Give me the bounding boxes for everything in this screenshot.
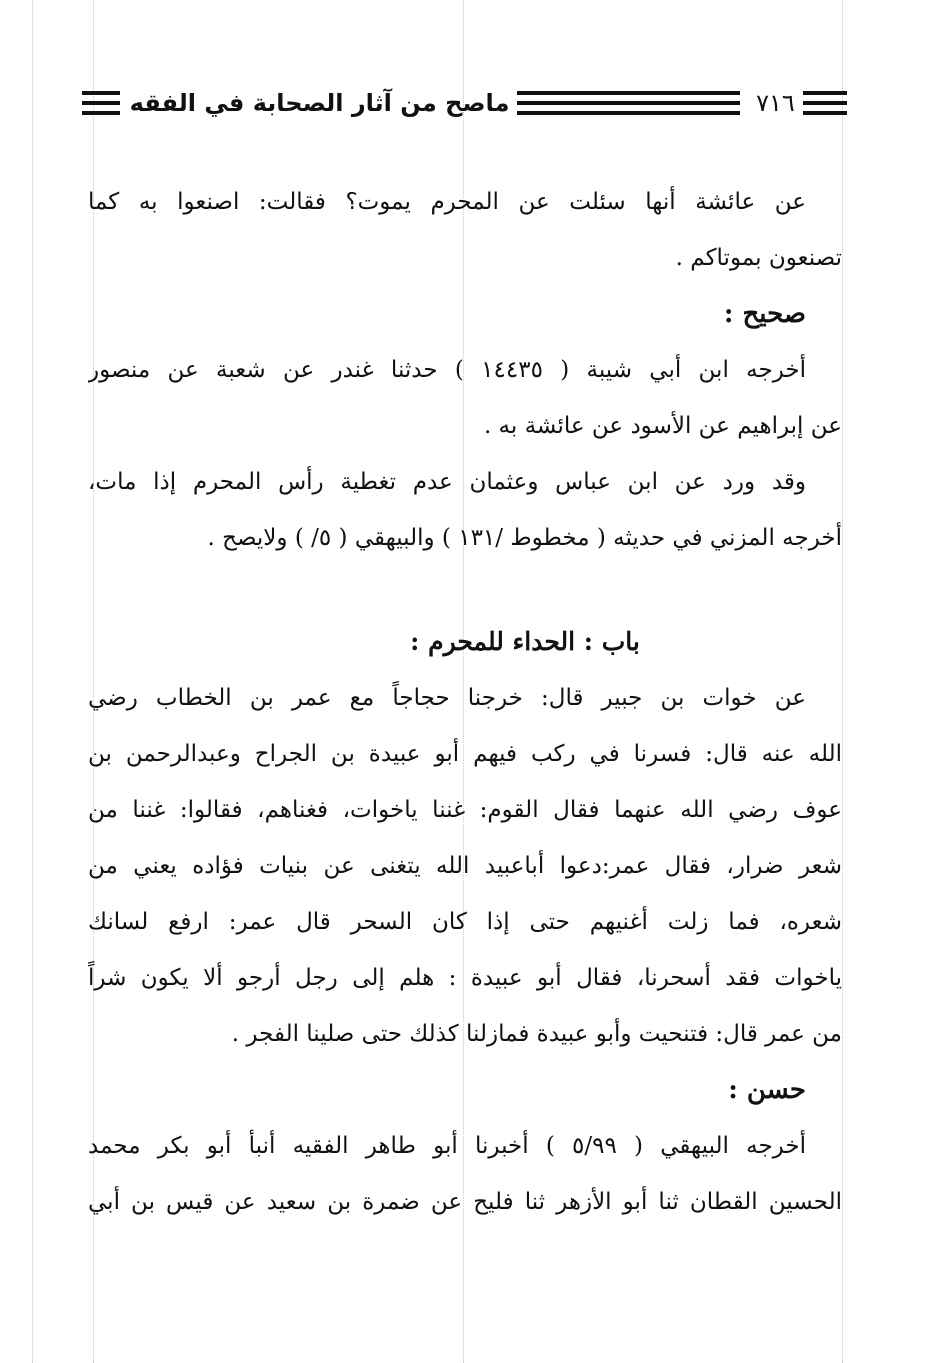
text-line: شعره، فما زلت أغنيهم حتى إذا كان السحر قال عمر: ارفع لسانك bbox=[88, 909, 842, 935]
header-rule-right bbox=[803, 91, 847, 115]
text-line: أخرجه البيهقي ( ٥/٩٩ ) أخبرنا أبو طاهر الفقيه أنبأ أبو بكر محمد bbox=[88, 1133, 806, 1159]
text-line: عن خوات بن جبير قال: خرجنا حجاجاً مع عمر بن الخطاب رضي bbox=[88, 685, 806, 711]
page-body bbox=[88, 174, 842, 1230]
text-line: عن إبراهيم عن الأسود عن عائشة به . bbox=[483, 413, 842, 439]
text-line: أخرجه المزني في حديثه ( مخطوط /١٣١ ) والبيهقي ( ٥/ ) ولايصح . bbox=[207, 525, 842, 551]
section-heading: باب : الحداء للمحرم : bbox=[410, 627, 640, 656]
text-line: تصنعون بموتاكم . bbox=[675, 245, 842, 271]
text-line: من عمر قال: فتنحيت وأبو عبيدة فمازلنا كذلك حتى صلينا الفجر . bbox=[231, 1021, 842, 1047]
text-line: أخرجه ابن أبي شيبة ( ١٤٤٣٥ ) حدثنا غندر عن شعبة عن منصور bbox=[88, 357, 806, 383]
grade-label: حسن : bbox=[728, 1075, 806, 1105]
text-line: شعر ضرار، فقال عمر:دعوا أباعبيد الله يتغنى عن بنيات فؤاده يعني من bbox=[88, 853, 842, 879]
section-gap bbox=[88, 566, 842, 614]
text-line: عن عائشة أنها سئلت عن المحرم يموت؟ فقالت: اصنعوا به كما bbox=[88, 189, 806, 215]
text-line: وقد ورد عن ابن عباس وعثمان عدم تغطية رأس المحرم إذا مات، bbox=[88, 469, 806, 495]
page-header bbox=[82, 84, 847, 122]
header-rule-middle bbox=[517, 91, 740, 115]
text-line: الحسين القطان ثنا أبو الأزهر ثنا فليح عن ضمرة بن سعيد عن قيس بن أبي bbox=[88, 1189, 842, 1215]
margin-guide-right bbox=[842, 0, 843, 1363]
grade-label: صحيح : bbox=[723, 299, 806, 329]
book-title: ماصح من آثار الصحابة في الفقه bbox=[129, 89, 510, 117]
text-line: عوف رضي الله عنهما فقال القوم: غننا ياخوات، فغناهم، فقالوا: غننا من bbox=[88, 797, 842, 823]
page-number: ٧١٦ bbox=[756, 89, 795, 117]
text-line: الله عنه قال: فسرنا في ركب فيهم أبو عبيدة بن الجراح وعبدالرحمن بن bbox=[88, 741, 842, 767]
margin-guide-left bbox=[32, 0, 33, 1363]
header-rule-left bbox=[82, 91, 120, 115]
text-line: ياخوات فقد أسحرنا، فقال أبو عبيدة : هلم إلى رجل أرجو ألا يكون شراً bbox=[88, 965, 842, 991]
